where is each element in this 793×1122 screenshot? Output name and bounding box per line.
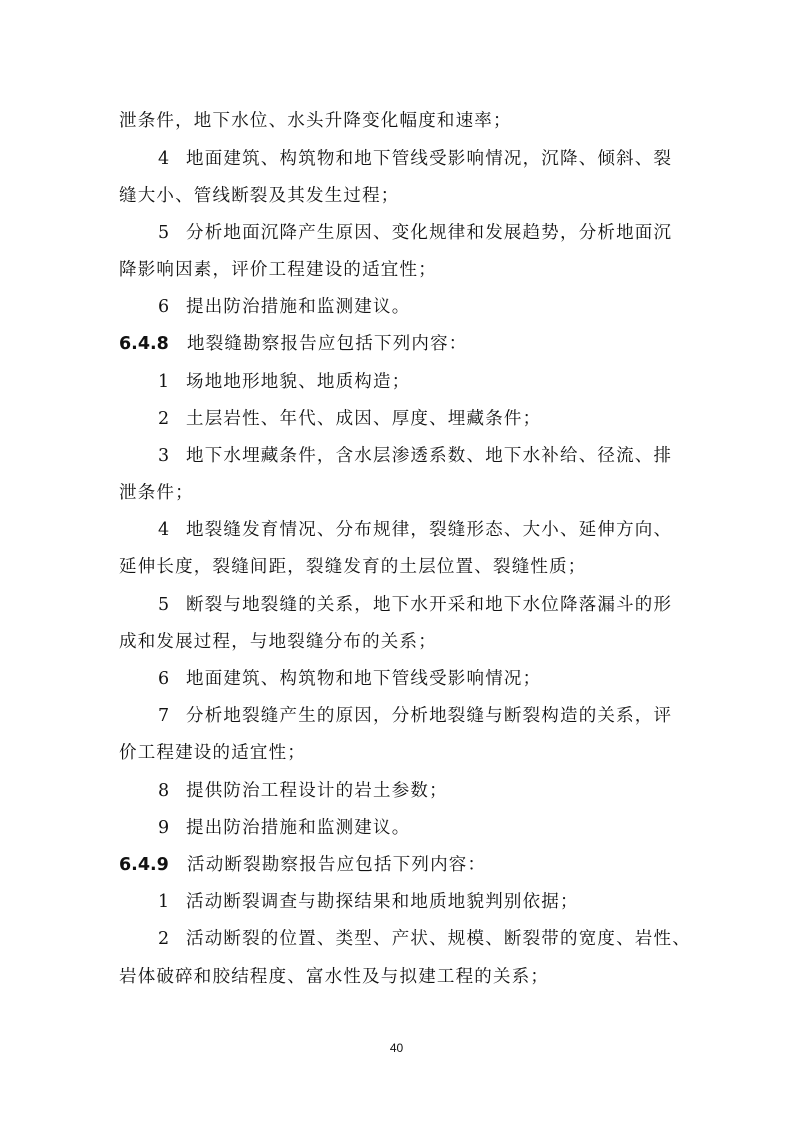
item-text: 提供防治工程设计的岩土参数； xyxy=(186,781,448,801)
item-number: 5 xyxy=(158,223,171,243)
clause-heading xyxy=(119,333,468,355)
item-number: 2 xyxy=(158,409,171,429)
item-number: 6 xyxy=(158,669,171,689)
item-number: 8 xyxy=(158,781,171,801)
list-item xyxy=(158,594,672,616)
list-item xyxy=(158,148,672,170)
list-item xyxy=(158,928,691,950)
item-number: 1 xyxy=(158,372,171,392)
clause-text: 地裂缝勘察报告应包括下列内容： xyxy=(187,334,468,354)
list-item xyxy=(158,780,448,802)
continuation-line: 泄条件，地下水位、水头升降变化幅度和速率； xyxy=(119,111,512,131)
item-text: 地下水埋藏条件，含水层渗透系数、地下水补给、径流、排 xyxy=(186,446,673,466)
item-number: 3 xyxy=(158,446,171,466)
item-number: 4 xyxy=(158,149,171,169)
item-text: 分析地裂缝产生的原因，分析地裂缝与断裂构造的关系，评 xyxy=(186,706,673,726)
continuation-line: 泄条件； xyxy=(119,483,194,503)
item-text: 活动断裂调查与勘探结果和地质地貌判别依据； xyxy=(186,892,579,912)
clause-number: 6.4.8 xyxy=(119,334,169,354)
item-text: 地裂缝发育情况、分布规律，裂缝形态、大小、延伸方向、 xyxy=(186,520,673,540)
list-item xyxy=(158,668,541,690)
item-text: 活动断裂的位置、类型、产状、规模、断裂带的宽度、岩性、 xyxy=(186,929,691,949)
continuation-line: 成和发展过程，与地裂缝分布的关系； xyxy=(119,632,437,652)
item-number: 2 xyxy=(158,929,171,949)
item-text: 地面建筑、构筑物和地下管线受影响情况，沉降、倾斜、裂 xyxy=(186,149,673,169)
item-number: 7 xyxy=(158,706,171,726)
continuation-line: 岩体破碎和胶结程度、富水性及与拟建工程的关系； xyxy=(119,967,550,987)
item-number: 1 xyxy=(158,892,171,912)
item-text: 提出防治措施和监测建议。 xyxy=(186,818,411,838)
item-number: 5 xyxy=(158,595,171,615)
item-number: 9 xyxy=(158,818,171,838)
list-item xyxy=(158,445,672,467)
list-item xyxy=(158,817,410,839)
item-text: 地面建筑、构筑物和地下管线受影响情况； xyxy=(186,669,542,689)
list-item xyxy=(158,705,672,727)
clause-heading xyxy=(119,854,486,876)
list-item xyxy=(158,296,410,318)
item-text: 土层岩性、年代、成因、厚度、埋藏条件； xyxy=(186,409,542,429)
item-number: 6 xyxy=(158,297,171,317)
continuation-line: 降影响因素，评价工程建设的适宜性； xyxy=(119,260,437,280)
item-text: 分析地面沉降产生原因、变化规律和发展趋势，分析地面沉 xyxy=(186,223,673,243)
item-text: 场地地形地貌、地质构造； xyxy=(186,372,411,392)
item-text: 断裂与地裂缝的关系，地下水开采和地下水位降落漏斗的形 xyxy=(186,595,673,615)
clause-number: 6.4.9 xyxy=(119,855,169,875)
continuation-line: 延伸长度，裂缝间距，裂缝发育的土层位置、裂缝性质； xyxy=(119,557,587,577)
clause-text: 活动断裂勘察报告应包括下列内容： xyxy=(187,855,487,875)
page-number: 40 xyxy=(389,1041,404,1055)
list-item xyxy=(158,891,579,913)
list-item xyxy=(158,519,672,541)
list-item xyxy=(158,222,672,244)
continuation-line: 缝大小、管线断裂及其发生过程； xyxy=(119,186,400,206)
item-text: 提出防治措施和监测建议。 xyxy=(186,297,411,317)
list-item xyxy=(158,408,541,430)
continuation-line: 价工程建设的适宜性； xyxy=(119,743,306,763)
list-item xyxy=(158,371,410,393)
item-number: 4 xyxy=(158,520,171,540)
